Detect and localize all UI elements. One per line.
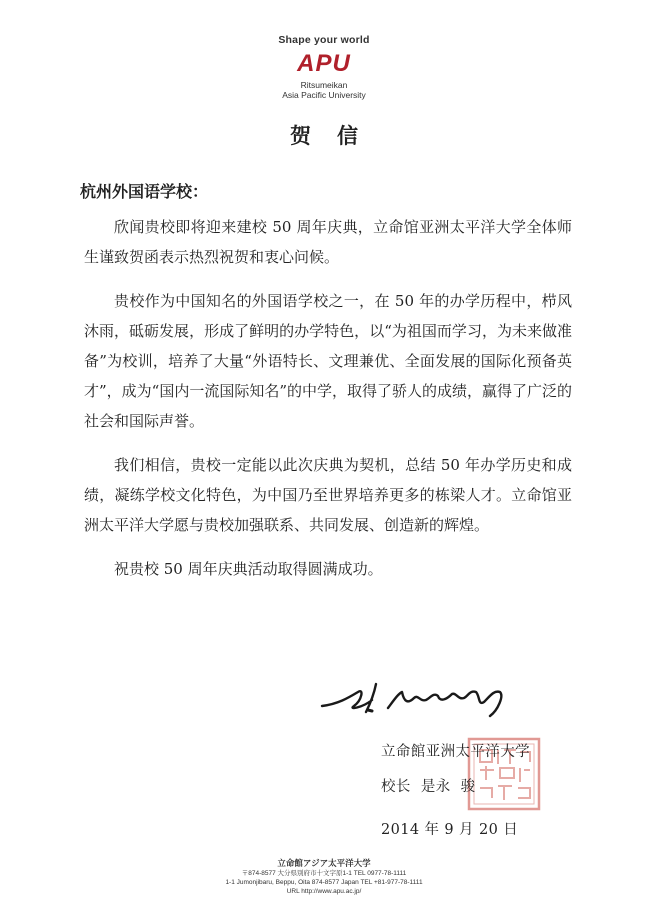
letterhead-footer xyxy=(0,858,648,896)
paragraph-4: 祝贵校 50 周年庆典活动取得圆满成功。 xyxy=(114,560,383,578)
tagline: Shape your world xyxy=(278,34,370,46)
footer-url: URL http://www.apu.ac.jp/ xyxy=(286,888,362,895)
letter-title: 贺信 xyxy=(290,123,384,148)
letter-body xyxy=(84,212,572,598)
apu-logo-text: APU xyxy=(297,50,351,76)
handwritten-signature xyxy=(318,670,518,722)
footer-address-en: 1-1 Jumonjibaru, Beppu, Oita 874-8577 Japan TEL +81-977-78-1111 xyxy=(225,879,423,886)
university-name xyxy=(0,80,648,100)
paragraph-3: 我们相信，贵校一定能以此次庆典为契机，总结 50 年办学历史和成绩，凝练学校文化特色，为中国乃至世界培养更多的栋梁人才。立命馆亚洲太平洋大学愿与贵校加强联系、共同发展、创造新的辉煌。 xyxy=(84,456,572,534)
apu-logo xyxy=(288,50,360,76)
signoff-organization: 立命館亚洲太平洋大学 xyxy=(381,744,530,760)
university-name-line1: Ritsumeikan xyxy=(300,80,348,90)
signoff-date: 2014 年 9 月 20 日 xyxy=(381,822,519,838)
footer-university-name: 立命館アジア太平洋大学 xyxy=(277,858,371,868)
university-name-line2: Asia Pacific University xyxy=(282,90,366,100)
paragraph-1: 欣闻贵校即将迎来建校 50 周年庆典，立命馆亚洲太平洋大学全体师生谨致贺函表示热烈祝贺和衷心问候。 xyxy=(84,218,572,266)
addressee: 杭州外国语学校： xyxy=(80,182,209,201)
signoff-president: 校长 是永 骏 xyxy=(381,779,476,795)
paragraph-2: 贵校作为中国知名的外国语学校之一，在 50 年的办学历程中，栉风沐雨，砥砺发展，形成了鲜明的办学特色，以“为祖国而学习，为未来做准备”为校训，培养了大量“外语特长、文理兼优、全面发展的国际化预备英才”，成为“国内一流国际知名”的中学，取得了骄人的成绩，赢得了广泛的社会和国际声誉。 xyxy=(84,292,573,430)
footer-address-jp: 〒874-8577 大分県別府市十文字原1-1 TEL 0977-78-1111 xyxy=(241,870,407,877)
